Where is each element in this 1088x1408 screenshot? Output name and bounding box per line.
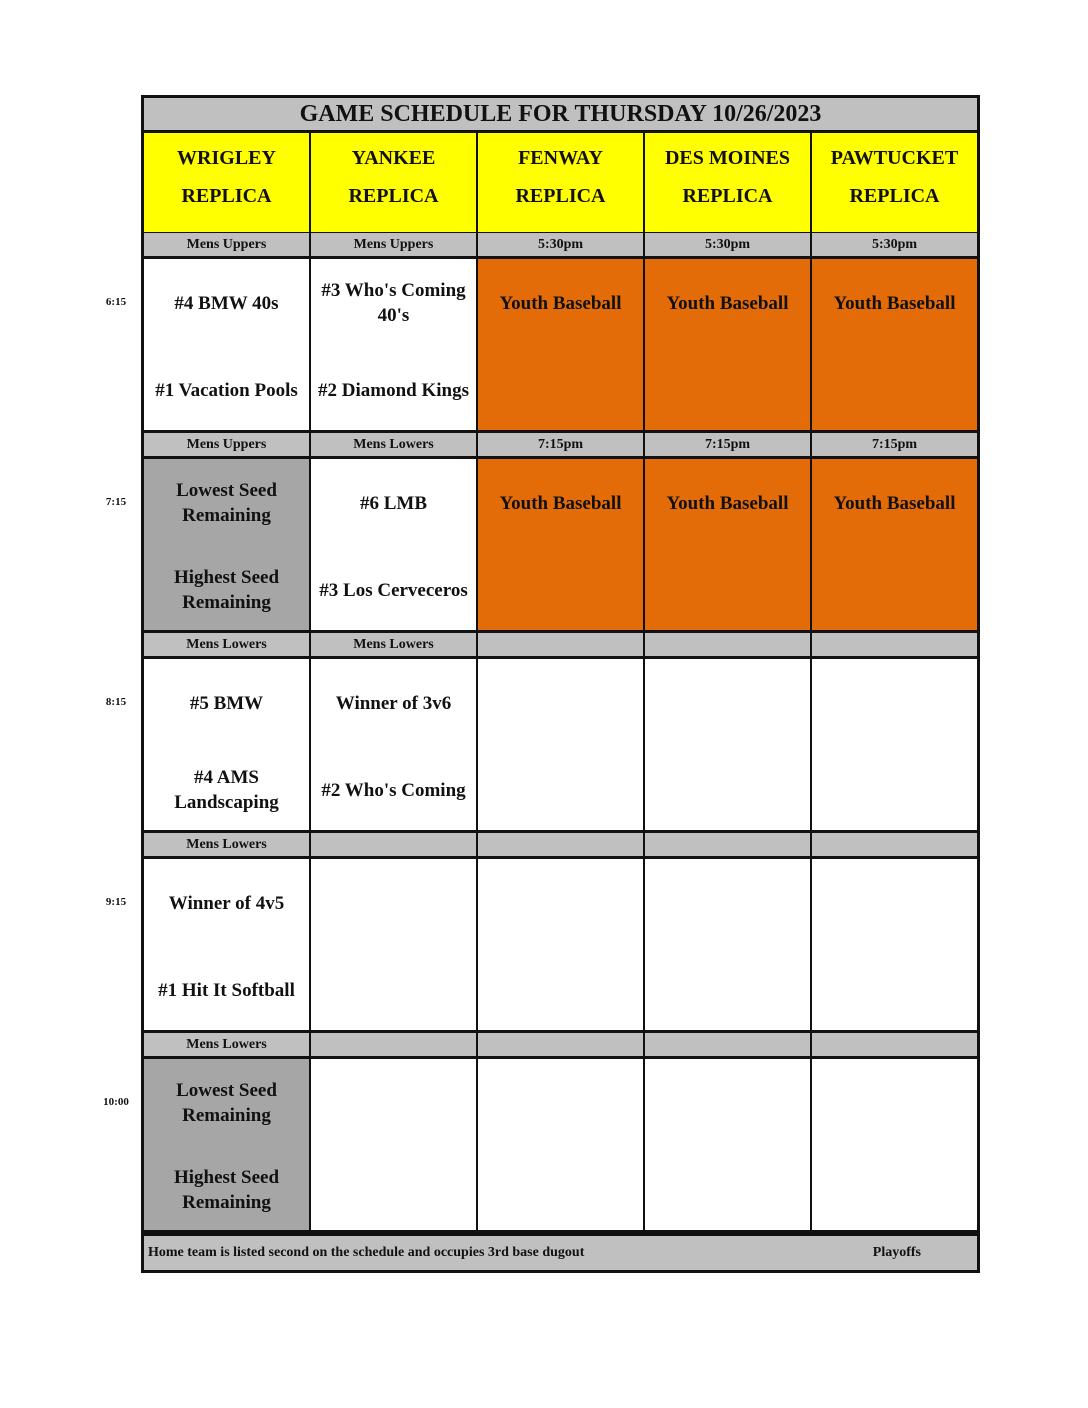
slot-label: [311, 1033, 476, 1056]
team-away: [478, 1077, 643, 1129]
slot-label: [478, 1033, 643, 1056]
team-home: [812, 964, 977, 1016]
team-home: [478, 1164, 643, 1216]
slot-label: 7:15pm: [478, 433, 643, 456]
slot-label: [812, 633, 977, 656]
game-cell: [812, 659, 977, 830]
game-cell: [645, 659, 810, 830]
field-header: [645, 133, 810, 232]
slot-label: Mens Lowers: [144, 633, 309, 656]
footer-note: Home team is listed second on the schedule and occupies 3rd base dugout: [148, 1245, 585, 1260]
team-home: Highest Seed Remaining: [173, 567, 280, 613]
field-name: DES MOINES: [664, 147, 791, 169]
team-away: Youth Baseball: [833, 492, 956, 514]
slot-label: [812, 1033, 977, 1056]
slot-label: 5:30pm: [812, 233, 977, 256]
field-header: [478, 133, 643, 232]
game-cell: [645, 859, 810, 1030]
game-cell: [812, 259, 977, 430]
team-away: Winner of 4v5: [168, 892, 285, 914]
team-home: [311, 1164, 476, 1216]
game-cell: [311, 859, 476, 1030]
slot-label: 7:15pm: [812, 433, 977, 456]
schedule-title: GAME SCHEDULE FOR THURSDAY 10/26/2023: [144, 98, 977, 130]
slot-label: [812, 833, 977, 856]
schedule-frame: [141, 95, 980, 1273]
team-home: [645, 764, 810, 816]
team-home: #2 Diamond Kings: [318, 379, 469, 401]
team-away: Youth Baseball: [499, 292, 622, 314]
team-home: [311, 964, 476, 1016]
slot-label: Mens Lowers: [144, 1033, 309, 1056]
team-home: #1 Vacation Pools: [155, 379, 298, 401]
field-type: REPLICA: [682, 185, 773, 207]
game-cell: [812, 459, 977, 630]
team-away: Youth Baseball: [666, 292, 789, 314]
game-cell: [144, 1059, 309, 1230]
field-type: REPLICA: [515, 185, 606, 207]
game-cell: [311, 659, 476, 830]
game-cell: [645, 1059, 810, 1230]
team-away: Youth Baseball: [666, 492, 789, 514]
game-cell: [478, 859, 643, 1030]
field-header: [311, 133, 476, 232]
game-cell: [144, 859, 309, 1030]
slot-label: [645, 633, 810, 656]
team-home: [645, 564, 810, 616]
team-away: [812, 877, 977, 929]
time-label: 9:15: [105, 896, 127, 908]
team-away: Lowest Seed Remaining: [176, 1080, 277, 1126]
team-away: [645, 1077, 810, 1129]
field-name: YANKEE: [351, 147, 436, 169]
game-cell: [311, 1059, 476, 1230]
slot-label: [478, 633, 643, 656]
slot-label: Mens Lowers: [144, 833, 309, 856]
team-away: #6 LMB: [359, 492, 428, 514]
team-home: [812, 764, 977, 816]
game-cell: [812, 1059, 977, 1230]
team-home: [645, 964, 810, 1016]
field-name: PAWTUCKET: [830, 147, 959, 169]
team-away: #3 Who's Coming 40's: [321, 280, 466, 326]
slot-label: [645, 1033, 810, 1056]
team-home: [478, 964, 643, 1016]
time-label: 8:15: [105, 696, 127, 708]
team-home: [478, 764, 643, 816]
team-away: [478, 877, 643, 929]
game-cell: [478, 459, 643, 630]
slot-label: 5:30pm: [645, 233, 810, 256]
playoffs-tag: Playoffs: [872, 1245, 921, 1260]
team-home: [812, 564, 977, 616]
slot-label: [478, 833, 643, 856]
team-home: [812, 1164, 977, 1216]
slot-label: [645, 833, 810, 856]
team-away: [645, 877, 810, 929]
field-name: WRIGLEY: [177, 147, 276, 169]
time-label: 10:00: [103, 1096, 129, 1108]
team-away: #4 BMW 40s: [174, 292, 279, 314]
team-away: Youth Baseball: [499, 492, 622, 514]
team-away: #5 BMW: [189, 692, 264, 714]
game-cell: [144, 259, 309, 430]
game-cell: [645, 259, 810, 430]
game-cell: [812, 859, 977, 1030]
game-cell: [311, 259, 476, 430]
team-away: [478, 677, 643, 729]
game-cell: [311, 459, 476, 630]
slot-label: Mens Uppers: [311, 233, 476, 256]
team-home: #2 Who's Coming: [321, 779, 466, 801]
team-home: #4 AMS Landscaping: [174, 767, 279, 813]
team-home: [645, 364, 810, 416]
team-home: #1 Hit It Softball: [158, 979, 295, 1001]
team-away: Lowest Seed Remaining: [176, 480, 277, 526]
team-home: [812, 364, 977, 416]
team-away: Winner of 3v6: [335, 692, 452, 714]
team-home: [478, 364, 643, 416]
slot-label: Mens Lowers: [311, 633, 476, 656]
game-cell: [478, 659, 643, 830]
slot-label: Mens Uppers: [144, 433, 309, 456]
team-away: [311, 1077, 476, 1129]
team-away: Youth Baseball: [833, 292, 956, 314]
game-cell: [144, 659, 309, 830]
team-away: [812, 677, 977, 729]
field-type: REPLICA: [181, 185, 272, 207]
time-label: 6:15: [105, 296, 127, 308]
team-away: [812, 1077, 977, 1129]
field-name: FENWAY: [518, 147, 603, 169]
game-cell: [478, 1059, 643, 1230]
field-type: REPLICA: [849, 185, 940, 207]
slot-label: [311, 833, 476, 856]
game-cell: [645, 459, 810, 630]
field-header: [812, 133, 977, 232]
game-cell: [478, 259, 643, 430]
slot-label: 5:30pm: [478, 233, 643, 256]
slot-label: 7:15pm: [645, 433, 810, 456]
slot-label: Mens Lowers: [311, 433, 476, 456]
field-type: REPLICA: [348, 185, 439, 207]
team-home: #3 Los Cerveceros: [319, 579, 468, 601]
slot-label: Mens Uppers: [144, 233, 309, 256]
game-cell: [144, 459, 309, 630]
team-home: [478, 564, 643, 616]
time-label: 7:15: [105, 496, 127, 508]
field-header: [144, 133, 309, 232]
team-away: [645, 677, 810, 729]
team-away: [311, 877, 476, 929]
team-home: [645, 1164, 810, 1216]
team-home: Highest Seed Remaining: [173, 1167, 280, 1213]
footer-bar: [144, 1236, 977, 1270]
